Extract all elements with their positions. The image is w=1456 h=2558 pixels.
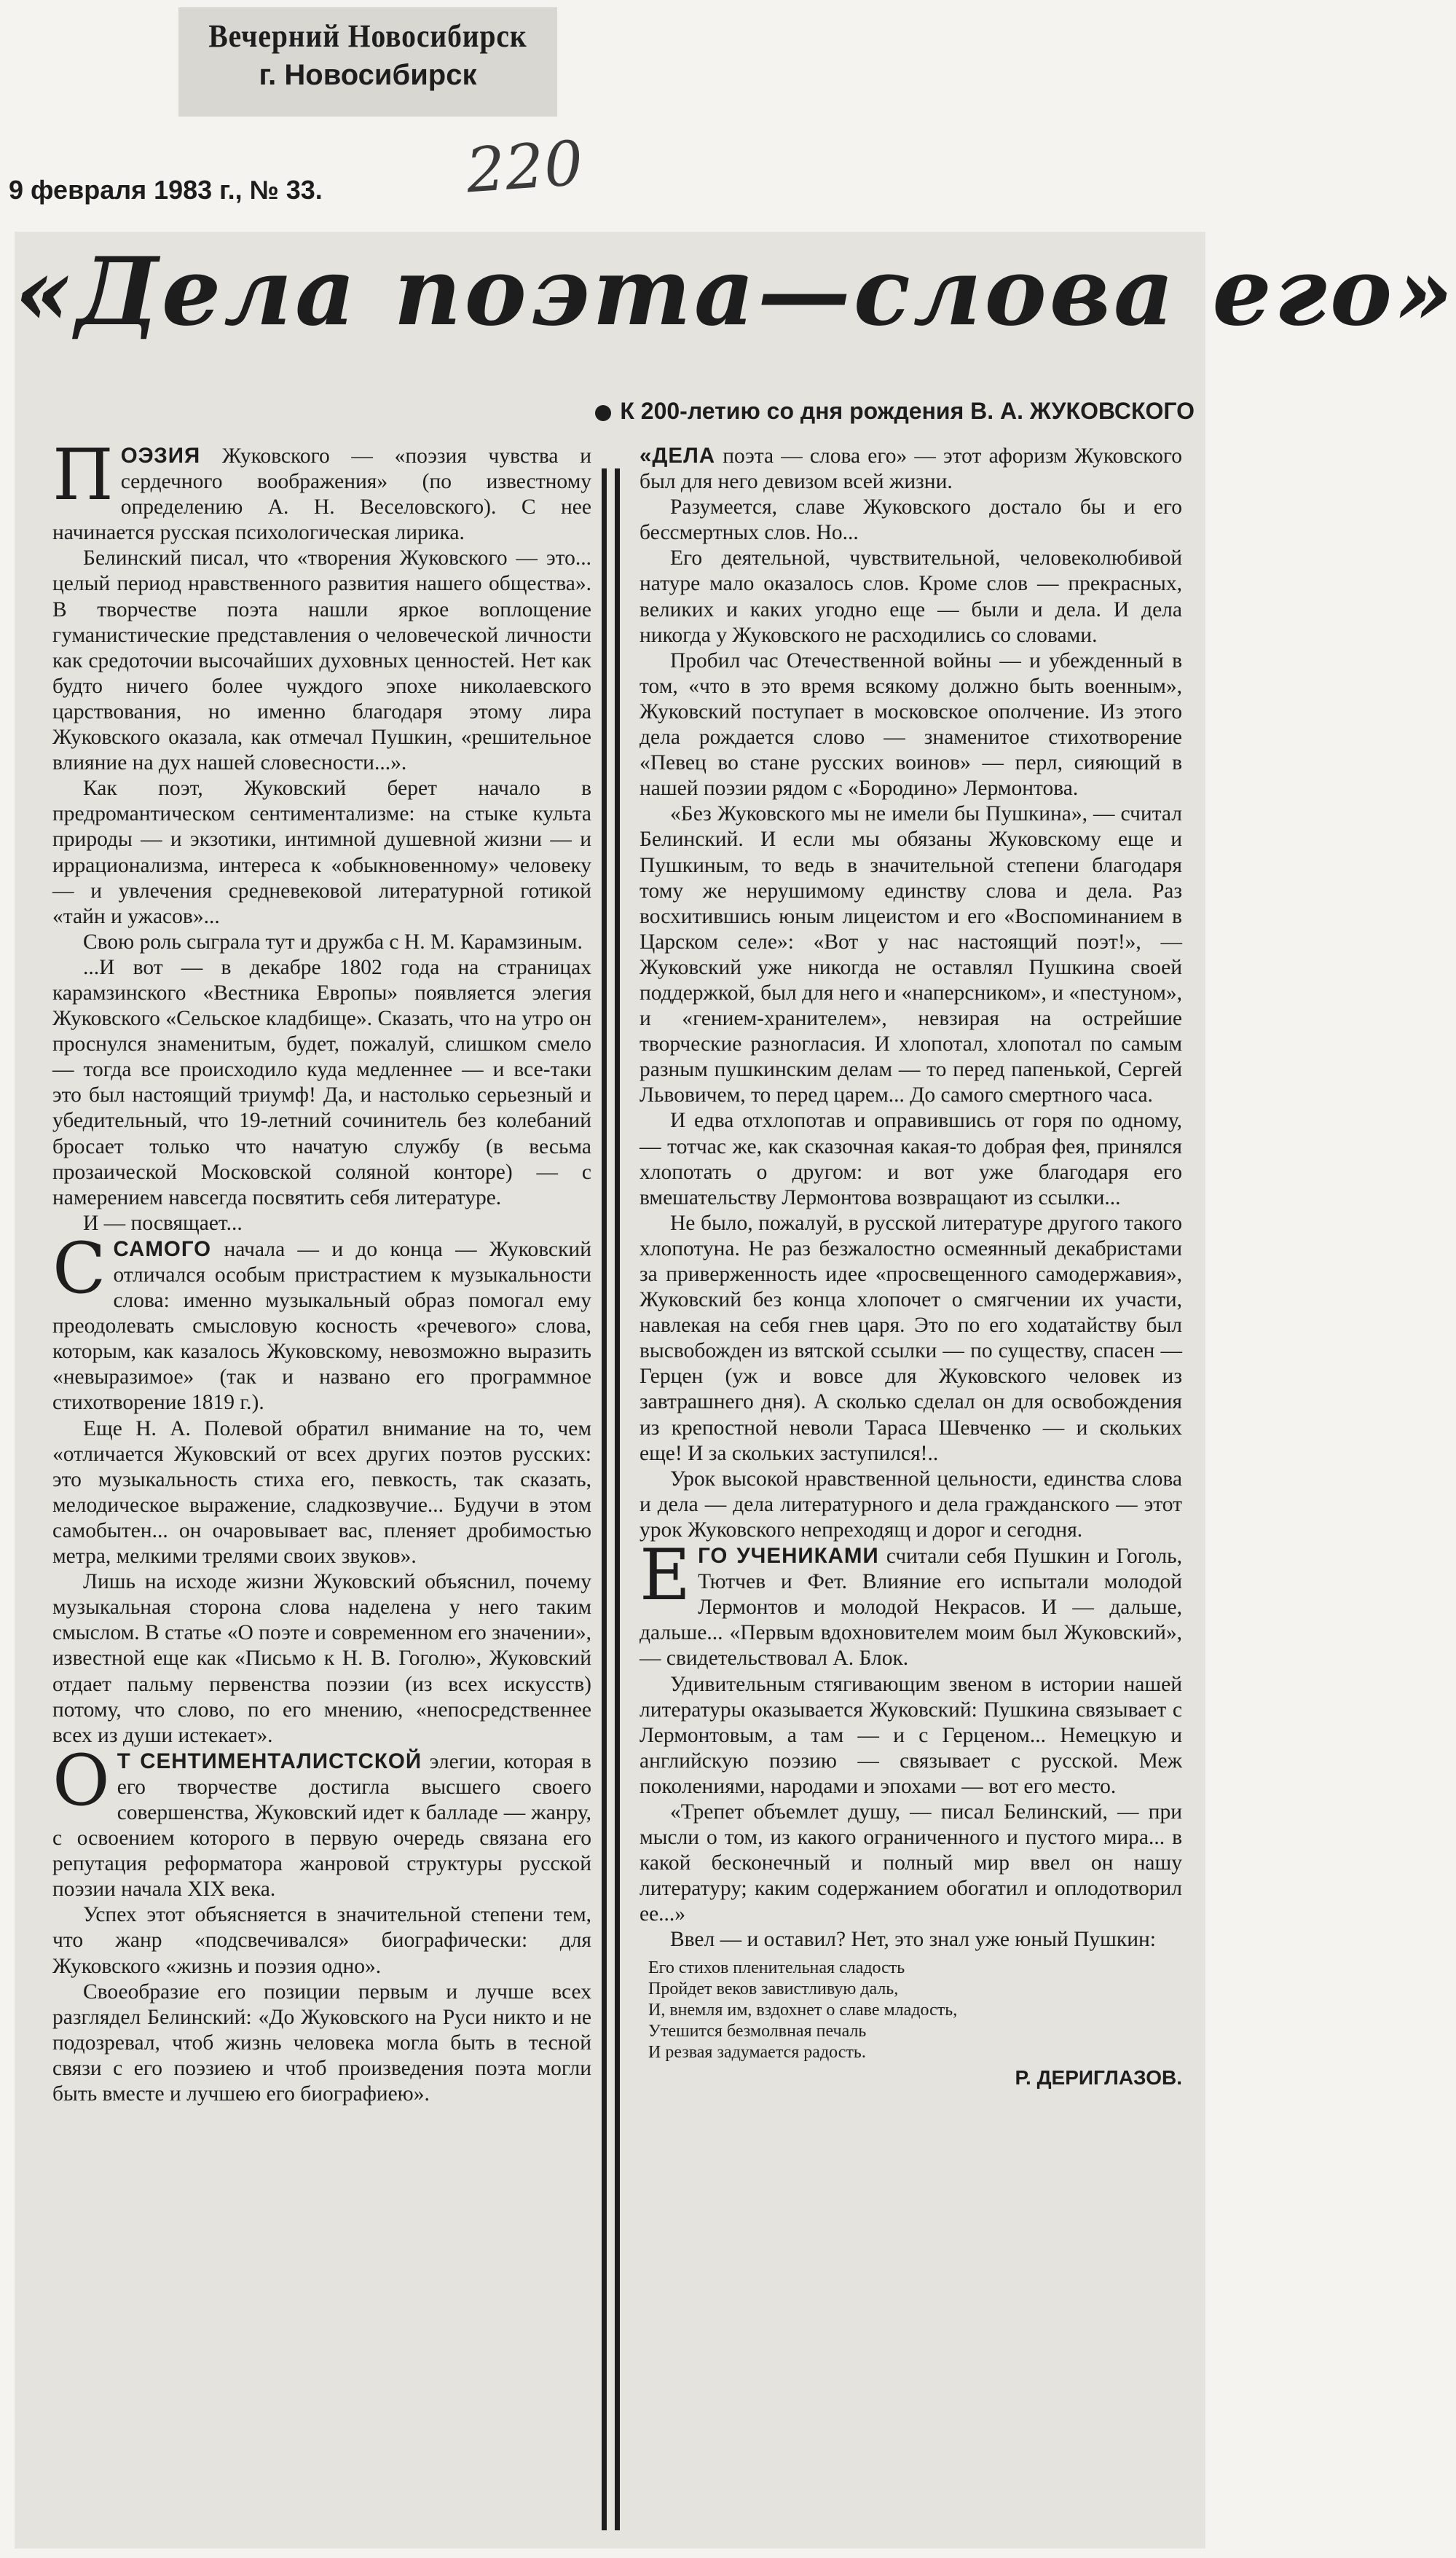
paragraph (640, 495, 1182, 546)
bullet-icon (595, 405, 611, 421)
right-paragraphs (640, 443, 1182, 1953)
poem-line: Пройдет веков завистливую даль, (648, 1979, 899, 1998)
paragraph-text: Еще Н. А. Полевой обратил внимание на то, чем «отличается Жуковский от всех других поэтов русских: это музыкальность стиха его, певкость, так сказать, мелодическое выражение, сладкозвучие... Будучи в этом самобытен... он очаровывает вас, пленяет дробимостью метра, мелкими трелями своих звуков». (52, 1416, 591, 1569)
paragraph (640, 1672, 1182, 1800)
paragraph-text: «Трепет объемлет душу, — писал Белинский, — при мысли о том, из какого ограниченного и пустого мира... в какой бесконечный и полный мир ввел он нашу литературу; каким содержанием обогатил и оплодотворил ее...» (640, 1800, 1182, 1926)
paragraph-text: поэта — слова его» — этот афоризм Жуковского был для него девизом всей жизни. (640, 444, 1182, 494)
paragraph (640, 1467, 1182, 1543)
lead-word: Т СЕНТИМЕНТАЛИСТСКОЙ (117, 1749, 422, 1773)
paragraph-text: И — посвящает... (83, 1211, 243, 1235)
issue-line: 9 февраля 1983 г., № 33. (9, 175, 323, 205)
paragraph (52, 1211, 591, 1236)
paragraph (640, 443, 1182, 495)
paragraph (640, 1927, 1182, 1953)
paragraph-text: Его деятельной, чувствительной, человеколюбивой натуре мало оказалось слов. Кроме слов — прекрасных, великих и каких угодно еще — были и дела. И дела никогда у Жуковского не расходились со словами. (640, 546, 1182, 647)
paragraph (52, 434, 591, 546)
paragraph-text: Пробил час Отечественной войны — и убежденный в том, «что в это время всякому должно быть военным», Жуковский поступает в московское ополчение. Из этого дела рождается слово — знаменитое стихотворение «Певец во стане русских воинов» — перл, сияющий в нашей поэзии рядом с «Бородино» Лермонтова. (640, 648, 1182, 801)
paragraph (52, 1739, 591, 1903)
paragraph-text: элегии, которая в его творчестве достигла высшего своего совершенства, Жуковский идет к балладе — жанру, с освоением которого в первую очередь связана его репутация реформатора жанровой структуры русской поэзии начала XIX века. (52, 1749, 591, 1902)
paragraph (52, 930, 591, 955)
paragraph-text: Белинский писал, что «творения Жуковского — это... целый период нравственного развития нашего общества». В творчестве поэта нашли яркое воплощение гуманистические представления о человеческой личности как средоточии высочайших духовных ценностей. Нет как будто ничего более чуждого эпохе николаевского царствования, но именно благодаря этому лира Жуковского оказала, как отмечал Пушкин, «решительное влияние на дух нашей словесности...». (52, 546, 591, 775)
drop-cap: П (52, 434, 114, 516)
paragraph-text: И едва отхлопотав и оправившись от горя по одному, — тотчас же, как сказочная какая-то добрая фея, принялся хлопотать о другом: и вот уже благодаря его вмешательству Лермонтова возвращают из ссылки... (640, 1109, 1182, 1209)
paragraph-text: ...И вот — в декабре 1802 года на страницах карамзинского «Вестника Европы» появляется элегия Жуковского «Сельское кладбище». Сказать, что на утро он проснулся знаменитым, будет, пожалуй, слишком смело — тогда все происходило куда медленнее — и все-таки это был настоящий триумф! Да, и настолько серьезный и убедительный, что 19-летний сочинитель без колебаний бросает только что начатую службу (в весьма прозаической Московской соляной конторе) — с намерением навсегда посвятить себя литературе. (52, 955, 591, 1209)
poem-line: Его стихов пленительная сладость (648, 1958, 905, 1977)
paragraph (640, 1534, 1182, 1671)
paragraph-text: Лишь на исходе жизни Жуковский объяснил, почему музыкальная сторона слова наделена у него таким смыслом. В статье «О поэте и современном его значении», известной еще как «Письмо к Н. В. Гоголю», Жуковский отдает пальму первенства поэзии (из всех искусств) потому, что слово, по его мнению, «непосредственнее всех из души истекает». (52, 1570, 591, 1747)
article-subheadline (495, 398, 1195, 425)
handwritten-note: 220 (463, 127, 586, 207)
paragraph-text: Ввел — и оставил? Нет, это знал уже юный Пушкин: (670, 1928, 1156, 1952)
paragraph-text: начала — и до конца — Жуковский отличался особым пристрастием к музыкальности слова: именно музыкальный образ помогал ему преодолевать смысловую косность «речевого» слова, которым, как казалось Жуковскому, невозможно выразить «невыразимое» (так и названо его программное стихотворение 1819 г.). (52, 1237, 591, 1415)
drop-cap: О (52, 1739, 110, 1821)
paragraph (52, 546, 591, 776)
column-rule-right (615, 468, 620, 2530)
paragraph (52, 1227, 591, 1416)
paragraph (640, 546, 1182, 648)
poem-line: И, внемля им, вздохнет о славе младость, (648, 2000, 958, 2020)
newspaper-city: г. Новосибирск (259, 59, 477, 91)
right-column (640, 443, 1182, 2549)
paragraph (640, 1800, 1182, 1927)
paragraph (52, 1569, 591, 1749)
paragraph (640, 801, 1182, 1108)
author-signature: Р. ДЕРИГЛАЗОВ. (1015, 2065, 1182, 2089)
article-clipping (15, 232, 1456, 2549)
paragraph-text: Свою роль сыграла тут и дружба с Н. М. Карамзиным. (83, 930, 583, 954)
paragraph-text: «Без Жуковского мы не имели бы Пушкина», — считал Белинский. И если мы обязаны Жуковскому еще и Пушкиным, то ведь в значительной степени благодаря тому же нерушимому единству слова и дела. Раз восхитившись юным лицеистом и его «Воспоминанием в Царском селе»: «Вот у нас настоящий поэт!», — Жуковский уже никогда не оставлял Пушкина своей поддержкой, был для него и «наперсником», и «пестуном», и «гением-хранителем», невзирая на острейшие творческие разногласия. И хлопотал, хлопотал по самым разным пушкинским делам — то перед папенькой, Сергей Львовичем, то перед царем... До самого смертного часа. (640, 802, 1182, 1107)
poem-line: И резвая задумается радость. (648, 2042, 866, 2062)
column-rule-left (602, 468, 607, 2530)
poem-line: Утешится безмолвная печаль (648, 2021, 867, 2041)
lead-word: САМОГО (113, 1236, 212, 1261)
paragraph-text: Успех этот объясняется в значительной степени тем, что жанр «подсвечивался» биографически: для Жуковского «жизнь и поэзия одно». (52, 1903, 591, 1978)
paragraph-text: Урок высокой нравственной цельности, единства слова и дела — дела литературного и дела гражданского — этот урок Жуковского непреходящ и дорог и сегодня. (640, 1467, 1182, 1542)
lead-word: ОЭЗИЯ (120, 444, 201, 468)
paragraph (52, 955, 591, 1211)
paragraph-text: считали себя Пушкин и Гоголь, Тютчев и Фет. Влияние его испытали молодой Лермонтов и молодой Некрасов. И — дальше, дальше... «Первым вдохновителем моим был Жуковский», — свидетельствовал А. Блок. (640, 1545, 1182, 1671)
lead-word: «ДЕЛА (640, 444, 716, 468)
paragraph-text: Жуковского — «поэзия чувства и сердечного воображения» (по известному определению А. Н. Веселовского). С нее начинается русская психологическая лирика. (52, 444, 591, 545)
paragraph-text: Разумеется, славе Жуковского достало бы и его бессмертных слов. Но... (640, 495, 1182, 545)
poem-quote (648, 1958, 1182, 2063)
lead-word: ГО УЧЕНИКАМИ (698, 1544, 879, 1569)
drop-cap: Е (640, 1534, 691, 1617)
paragraph (52, 776, 591, 930)
paragraph (640, 648, 1182, 802)
paragraph (52, 1416, 591, 1570)
paragraph-text: Удивительным стягивающим звеном в истории нашей литературы оказывается Жуковский: Пушкина связывает с Лермонтовым, а там — и с Герценом... Немецкую и английскую поэзию — связывает с русской. Меж поколениями, народами и эпохами — вот его место. (640, 1672, 1182, 1798)
paragraph-text: Как поэт, Жуковский берет начало в предромантическом сентиментализме: на стыке культа природы — и экзотики, интимной душевной жизни — и иррационализма, интереса к «обыкновенному» человеку — и увлечения средневековой литературной готикой «тайн и ужасов»... (52, 777, 591, 928)
newspaper-name: Вечерний Новосибирск (208, 18, 527, 54)
paragraph (640, 1108, 1182, 1210)
left-column (52, 434, 591, 2549)
paragraph-text: Не было, пожалуй, в русской литературе другого такого хлопотуна. Не раз безжалостно осмеянный декабристами за приверженность идее «просвещенного самодержавия», Жуковский без конца хлопочет о смягчении их участи, навлекая на себя гнев царя. Это по его ходатайству был высвобожден из вятской ссылки — по существу, спасен — Герцен (уж и вовсе для Жуковского человек из завтрашнего дня). А сколько сделал он для освобождения из крепостной неволи Тараса Шевченко — и скольких еще! И за скольких заступился!.. (640, 1211, 1182, 1465)
drop-cap: С (52, 1227, 106, 1309)
paragraph (52, 1980, 591, 2107)
article-headline: «Дела поэта—слова его» (15, 238, 1456, 347)
paragraph (52, 1902, 591, 1979)
paragraph (640, 1211, 1182, 1467)
subheadline-text: К 200-летию со дня рождения В. А. ЖУКОВСКОГО (620, 398, 1195, 424)
newspaper-masthead (178, 7, 557, 117)
paragraph-text: Своеобразие его позиции первым и лучше всех разглядел Белинский: «До Жуковского на Руси никто и не подозревал, чтоб жизнь человека могла быть в тесной связи с его поэзиею и чтоб произведения поэта могли быть вместе и лучшею его биографиею». (52, 1980, 591, 2106)
